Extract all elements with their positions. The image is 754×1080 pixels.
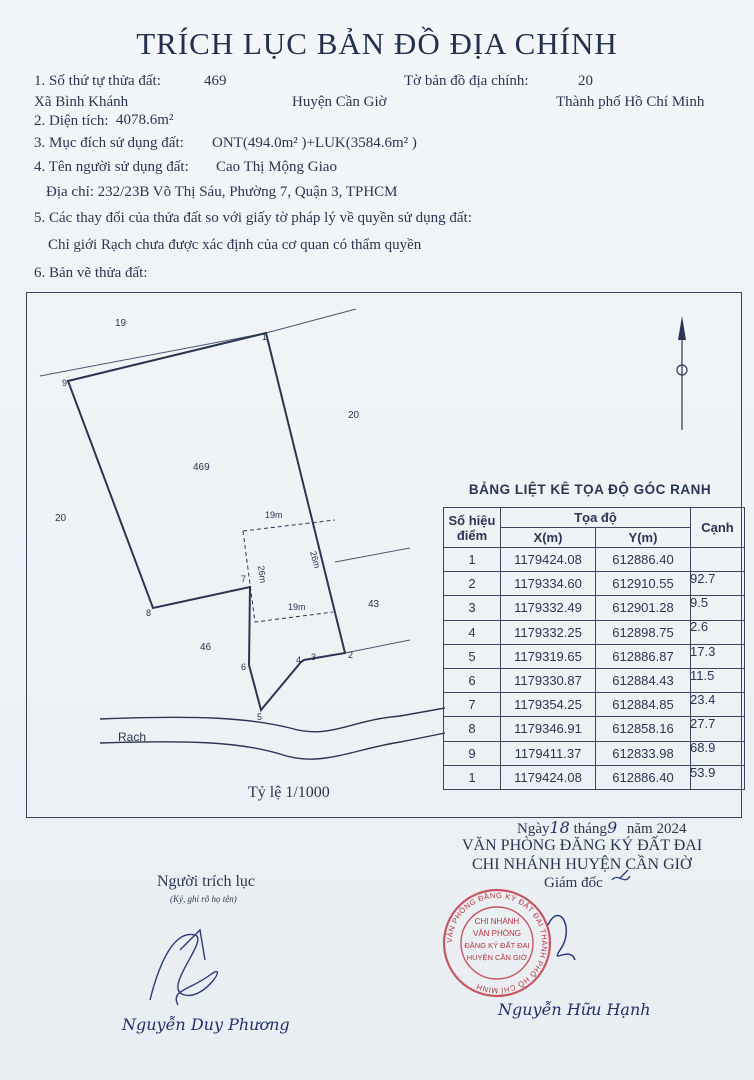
changes-label: 5. Các thay đổi của thửa đất so với giấy tờ pháp lý về quyền sử dụng đất: (34, 210, 472, 226)
vertex-3: 3 (311, 652, 317, 662)
cell-x: 1179424.08 (501, 548, 596, 572)
edge-length: 17.3 (690, 643, 716, 659)
cell-x: 1179411.37 (501, 741, 596, 765)
dimension-top-19m: 19m (265, 510, 283, 520)
commune: Xã Bình Khánh (34, 94, 129, 110)
cell-x: 1179334.60 (501, 572, 596, 596)
parcel-label-43: 43 (368, 599, 380, 610)
cell-p: 1 (444, 765, 501, 789)
edge-length: 2.6 (690, 619, 709, 635)
owner-label: 4. Tên người sử dụng đất: (34, 159, 189, 175)
land-use-purpose-value: ONT(494.0m² )+LUK(3584.6m² ) (212, 135, 417, 151)
cell-p: 1 (444, 548, 501, 572)
seal-line-2: VĂN PHÒNG (472, 929, 522, 938)
vertex-5: 5 (257, 712, 263, 722)
extractor-title: Người trích lục (157, 873, 255, 890)
cell-y: 612884.43 (596, 668, 691, 692)
header-x: X(m) (501, 528, 596, 548)
cell-y: 612858.16 (596, 717, 691, 741)
land-use-purpose-label: 3. Mục đích sử dụng đất: (34, 135, 184, 151)
cell-y: 612910.55 (596, 572, 691, 596)
extractor-name: Nguyễn Duy Phương (122, 1015, 290, 1034)
header-point: Số hiệu điểm (444, 508, 501, 548)
cell-p: 2 (444, 572, 501, 596)
dashed-line-top (243, 520, 335, 531)
map-sheet-label: Tờ bản đồ địa chính: (404, 73, 529, 89)
parcel-label-20-east: 20 (348, 410, 360, 421)
table-row (444, 548, 745, 572)
issue-date: Ngày18 tháng9 năm 2024 (517, 818, 687, 837)
edge-length: 68.9 (690, 740, 716, 756)
lot-number-value: 469 (204, 73, 227, 89)
cell-edge-blank (691, 548, 745, 572)
cell-p: 6 (444, 668, 501, 692)
coordinate-table-title: BẢNG LIỆT KÊ TỌA ĐỘ GÓC RANH (468, 482, 712, 497)
edge-length: 53.9 (690, 764, 716, 780)
parcel-label-20-west: 20 (55, 513, 67, 524)
cell-x: 1179330.87 (501, 668, 596, 692)
district: Huyện Cần Giờ (292, 94, 387, 110)
header-y: Y(m) (596, 528, 691, 548)
document-title: TRÍCH LỤC BẢN ĐỒ ĐỊA CHÍNH (136, 26, 618, 61)
area-label: 2. Diện tích: (34, 113, 109, 129)
dimension-bottom-19m: 19m (288, 602, 306, 612)
map-scale: Tỷ lệ 1/1000 (248, 784, 330, 801)
neighbor-boundary-south-east (345, 640, 410, 653)
north-arrow-icon (678, 316, 686, 340)
cell-x: 1179424.08 (501, 765, 596, 789)
edge-length: 9.5 (690, 595, 709, 611)
neighbor-boundary-north-east (266, 309, 356, 333)
vertex-4: 4 (296, 655, 302, 665)
cell-x: 1179354.25 (501, 693, 596, 717)
cell-p: 4 (444, 620, 501, 644)
cell-y: 612898.75 (596, 620, 691, 644)
parcel-label-469: 469 (193, 462, 210, 473)
header-edge: Cạnh (691, 508, 745, 548)
director-title: Giám đốc (544, 875, 603, 891)
vertex-1: 1 (262, 332, 268, 342)
edge-length: 23.4 (690, 692, 716, 707)
vertex-7: 7 (241, 574, 247, 584)
seal-line-4: HUYỆN CẦN GIỜ (466, 953, 528, 962)
cell-x: 1179332.25 (501, 620, 596, 644)
cell-p: 5 (444, 644, 501, 668)
extractor-note: (Ký, ghi rõ họ tên) (170, 894, 237, 904)
cell-y: 612886.87 (596, 644, 691, 668)
owner-address: Địa chỉ: 232/23B Võ Thị Sáu, Phường 7, Quận 3, TPHCM (46, 184, 398, 200)
office-branch: CHI NHÁNH HUYỆN CẦN GIỜ (472, 856, 692, 873)
edge-length: 27.7 (690, 716, 716, 732)
edge-length: 92.7 (690, 571, 716, 586)
vertex-9: 9 (62, 378, 68, 388)
seal-line-3: ĐĂNG KÝ ĐẤT ĐAI (464, 941, 530, 950)
cell-p: 7 (444, 693, 501, 717)
dimension-east-26m: 26m (308, 549, 323, 570)
dimension-inner-26m: 26m (256, 565, 269, 584)
vertex-6: 6 (241, 662, 247, 672)
cell-p: 8 (444, 717, 501, 741)
area-value: 4078.6m² (116, 112, 174, 128)
city: Thành phố Hồ Chí Minh (556, 94, 705, 110)
river-bank-south (100, 733, 445, 759)
cell-p: 9 (444, 741, 501, 765)
cell-y: 612901.28 (596, 596, 691, 620)
cell-y: 612833.98 (596, 741, 691, 765)
vertex-2: 2 (348, 650, 354, 660)
cell-y: 612886.40 (596, 765, 691, 789)
cell-y: 612884.85 (596, 693, 691, 717)
parcel-boundary (68, 333, 345, 710)
parcel-label-46: 46 (200, 642, 212, 653)
river-label: Rạch (118, 730, 147, 744)
river-bank-north (100, 708, 445, 732)
changes-value: Chỉ giới Rạch chưa được xác định của cơ quan có thẩm quyền (48, 237, 422, 253)
office-name: VĂN PHÒNG ĐĂNG KÝ ĐẤT ĐAI (462, 837, 703, 854)
cell-x: 1179319.65 (501, 644, 596, 668)
vertex-8: 8 (146, 608, 152, 618)
cell-p: 3 (444, 596, 501, 620)
signer-name: Nguyễn Hữu Hạnh (498, 1000, 651, 1019)
cell-y: 612886.40 (596, 548, 691, 572)
neighbor-boundary-east (335, 548, 410, 562)
owner-name: Cao Thị Mộng Giao (216, 159, 337, 175)
header-coordinate: Tọa độ (501, 508, 691, 528)
cell-x: 1179332.49 (501, 596, 596, 620)
edge-length: 11.5 (690, 667, 715, 683)
neighbor-boundary-north-west (40, 333, 266, 376)
seal-ring-text: VĂN PHÒNG ĐĂNG KÝ ĐẤT ĐAI THÀNH PHỐ HỒ CHÍ MINH (444, 890, 550, 996)
map-sheet-value: 20 (578, 73, 593, 89)
cell-x: 1179346.91 (501, 717, 596, 741)
parcel-label-19: 19 (115, 318, 127, 329)
drawing-label: 6. Bản vẽ thửa đất: (34, 265, 148, 281)
lot-number-label: 1. Số thứ tự thửa đất: (34, 73, 161, 89)
seal-line-1: CHI NHÁNH (474, 917, 520, 926)
